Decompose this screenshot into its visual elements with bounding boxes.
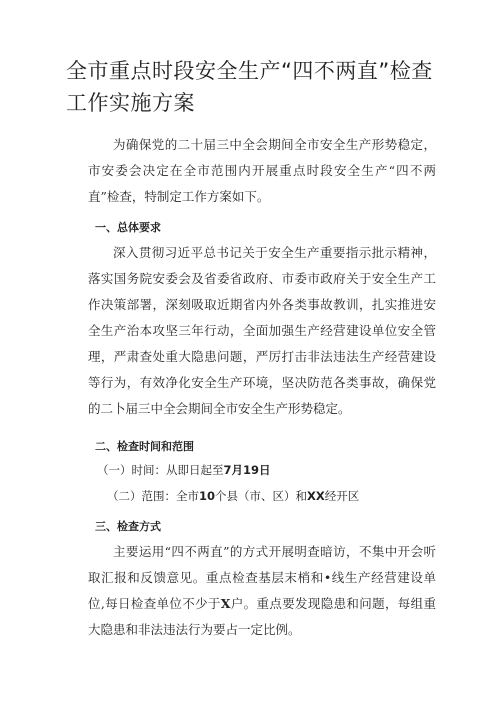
- section-3-body-a: 主要运用“四不两直”的方式开展明查暗访，不集中开会听取汇报和反馈意见。重点检查基层末梢和•线生产经营建设单位,每日检查单位不少于: [88, 544, 436, 611]
- scope-count: 10: [199, 489, 216, 503]
- scope-label: （二）范围：: [107, 489, 176, 503]
- section-1-body: 深入贯彻习近平总书记关于安全生产重要指示批示精神，落实国务院安委会及省委省政府、市委市政府关于安全生产工作决策部署，深刻吸取近期省内外各类事故教训，扎实推进安全生产治本攻坚三年行动，全面加强生产经营建设单位安全管理，严肃查处重大隐患问题，严厉打击非法违法生产经营建设等行为，有效净化安全生产环境，坚决防范各类事故，确保党的二卜届三中全会期间全市安全生产形势稳定。: [88, 245, 436, 416]
- time-label: （一）时间：: [97, 463, 166, 477]
- section-3-heading: 三、检查方式: [95, 520, 161, 533]
- time-date: 7月19日: [223, 463, 271, 477]
- document-title: 全市重点时段安全生产“四不两直”检查工作实施方案: [66, 59, 433, 115]
- section-3-body-x: X: [220, 596, 231, 611]
- section-3-body: [88, 539, 436, 643]
- scope-xx: XX: [307, 489, 325, 503]
- time-value: 从即日起至: [166, 463, 224, 477]
- section-2-time: [97, 462, 271, 478]
- scope-suffix: 经开区: [324, 489, 360, 503]
- section-2-heading: 二、检查时间和范围: [95, 440, 194, 453]
- section-3-body-b: 户。重点要发现隐患和问题，每组重大隐患和非法违法行为要占一定比例。: [88, 596, 436, 637]
- section-2-scope: [107, 488, 359, 504]
- intro-paragraph: 为确保党的二十届三中全会期间全市安全生产形势稳定，市安委会决定在全市范围内开展重点时段安全生产“四不两直”检查，特制定工作方案如下。: [88, 137, 436, 204]
- scope-middle: 个县（市、区）和: [215, 489, 308, 503]
- scope-prefix: 全市: [176, 489, 199, 503]
- section-1-heading: 一、总体要求: [95, 221, 161, 234]
